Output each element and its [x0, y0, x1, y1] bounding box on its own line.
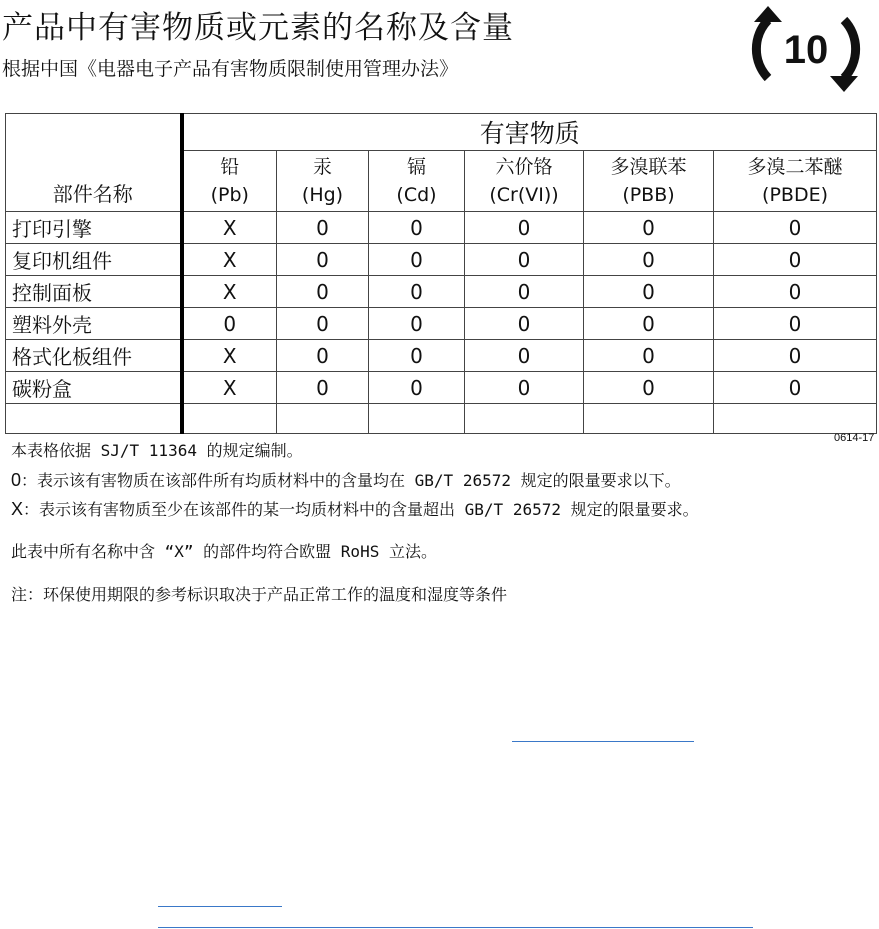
substance-value-cell: 0	[465, 340, 584, 372]
table-row	[6, 372, 877, 404]
link-underline[interactable]	[512, 741, 694, 742]
substance-value-cell: 0	[714, 212, 877, 244]
table-row	[6, 244, 877, 276]
substance-value-cell: 0	[369, 308, 465, 340]
substance-symbol: (PBDE)	[762, 184, 828, 206]
substance-name: 铅	[220, 156, 240, 178]
substance-name: 汞	[312, 156, 332, 178]
note-x	[11, 497, 699, 520]
substance-value-cell: X	[182, 372, 277, 404]
substance-column-header	[277, 151, 369, 212]
substance-value-cell: 0	[714, 308, 877, 340]
substance-value-cell: 0	[714, 276, 877, 308]
substance-name: 多溴二苯醚	[747, 156, 843, 178]
empty-table-row	[6, 404, 877, 434]
empty-cell	[369, 404, 465, 434]
arrow-head-right	[830, 76, 858, 92]
substance-symbol: (PBB)	[622, 184, 675, 206]
part-name-cell: 格式化板组件	[6, 340, 182, 372]
note-zero	[11, 468, 681, 491]
substance-symbol: (Pb)	[210, 184, 249, 206]
note-x-text: ：表示该有害物质至少在该部件的某一均质材料中的含量超出 GB/T 26572 规定的限量要求。	[23, 500, 699, 519]
substance-value-cell: 0	[465, 308, 584, 340]
logo-number: 10	[783, 28, 829, 72]
substance-value-cell: X	[182, 340, 277, 372]
part-name-cell: 打印引擎	[6, 212, 182, 244]
substance-value-cell: 0	[369, 244, 465, 276]
table-row	[6, 212, 877, 244]
substance-column-header	[584, 151, 714, 212]
hazardous-substance-table	[5, 113, 877, 434]
substance-value-cell: 0	[465, 372, 584, 404]
substance-name: 多溴联苯	[610, 156, 687, 178]
substance-value-cell: 0	[369, 276, 465, 308]
substance-value-cell: 0	[584, 212, 714, 244]
note-footnote: 注：环保使用期限的参考标识取决于产品正常工作的温度和湿度等条件	[11, 585, 508, 604]
substance-value-cell: 0	[465, 212, 584, 244]
substance-symbol: (Cd)	[396, 184, 437, 206]
table-row	[6, 276, 877, 308]
part-name-cell: 塑料外壳	[6, 308, 182, 340]
substance-value-cell: 0	[182, 308, 277, 340]
substance-value-cell: 0	[714, 372, 877, 404]
substance-value-cell: 0	[584, 244, 714, 276]
substance-column-header	[369, 151, 465, 212]
substance-symbol: (Cr(VI))	[489, 184, 559, 206]
substance-value-cell: 0	[714, 340, 877, 372]
environmental-use-period-logo	[748, 0, 864, 98]
substance-value-cell: 0	[584, 308, 714, 340]
empty-cell	[465, 404, 584, 434]
empty-cell	[182, 404, 277, 434]
arrow-head-left	[754, 6, 782, 22]
substance-symbol: (Hg)	[301, 184, 344, 206]
note-zero-text: ：表示该有害物质在该部件所有均质材料中的含量均在 GB/T 26572 规定的限量要求以下。	[21, 471, 681, 490]
note-x-symbol: X	[11, 499, 24, 519]
substance-column-header	[465, 151, 584, 212]
substance-value-cell: X	[182, 244, 277, 276]
substance-value-cell: X	[182, 276, 277, 308]
recycle-arrow-right-icon	[844, 20, 856, 78]
substance-value-cell: 0	[277, 244, 369, 276]
substance-value-cell: X	[182, 212, 277, 244]
substance-value-cell: 0	[584, 276, 714, 308]
document-code: 0614-17	[834, 432, 875, 444]
hazardous-substance-header: 有害物质	[182, 114, 877, 151]
page-title: 产品中有害物质或元素的名称及含量	[2, 10, 514, 46]
substance-value-cell: 0	[369, 212, 465, 244]
page-subtitle: 根据中国《电器电子产品有害物质限制使用管理办法》	[2, 58, 459, 80]
link-underline[interactable]	[158, 927, 753, 928]
empty-cell	[277, 404, 369, 434]
link-underline[interactable]	[158, 906, 282, 907]
part-name-cell: 碳粉盒	[6, 372, 182, 404]
table-row	[6, 340, 877, 372]
substance-value-cell: 0	[277, 372, 369, 404]
substance-column-header	[714, 151, 877, 212]
empty-cell	[6, 404, 182, 434]
substance-value-cell: 0	[465, 276, 584, 308]
substance-value-cell: 0	[465, 244, 584, 276]
substance-value-cell: 0	[584, 372, 714, 404]
note-basis: 本表格依据 SJ/T 11364 的规定编制。	[11, 441, 303, 460]
substance-value-cell: 0	[584, 340, 714, 372]
substance-value-cell: 0	[277, 276, 369, 308]
note-zero-symbol: 0	[11, 470, 22, 490]
part-name-cell: 控制面板	[6, 276, 182, 308]
empty-cell	[584, 404, 714, 434]
note-eu-rohs: 此表中所有名称中含 “X” 的部件均符合欧盟 RoHS 立法。	[11, 542, 437, 561]
substance-name: 镉	[406, 156, 426, 178]
recycle-arrow-left-icon	[756, 20, 768, 78]
substance-value-cell: 0	[714, 244, 877, 276]
substance-name: 六价铬	[495, 156, 553, 178]
substance-value-cell: 0	[277, 340, 369, 372]
substance-value-cell: 0	[277, 308, 369, 340]
part-name-cell: 复印机组件	[6, 244, 182, 276]
substance-value-cell: 0	[369, 372, 465, 404]
substance-column-header	[182, 151, 277, 212]
empty-cell	[714, 404, 877, 434]
part-name-header: 部件名称	[6, 114, 182, 212]
substance-value-cell: 0	[277, 212, 369, 244]
substance-value-cell: 0	[369, 340, 465, 372]
table-row	[6, 308, 877, 340]
